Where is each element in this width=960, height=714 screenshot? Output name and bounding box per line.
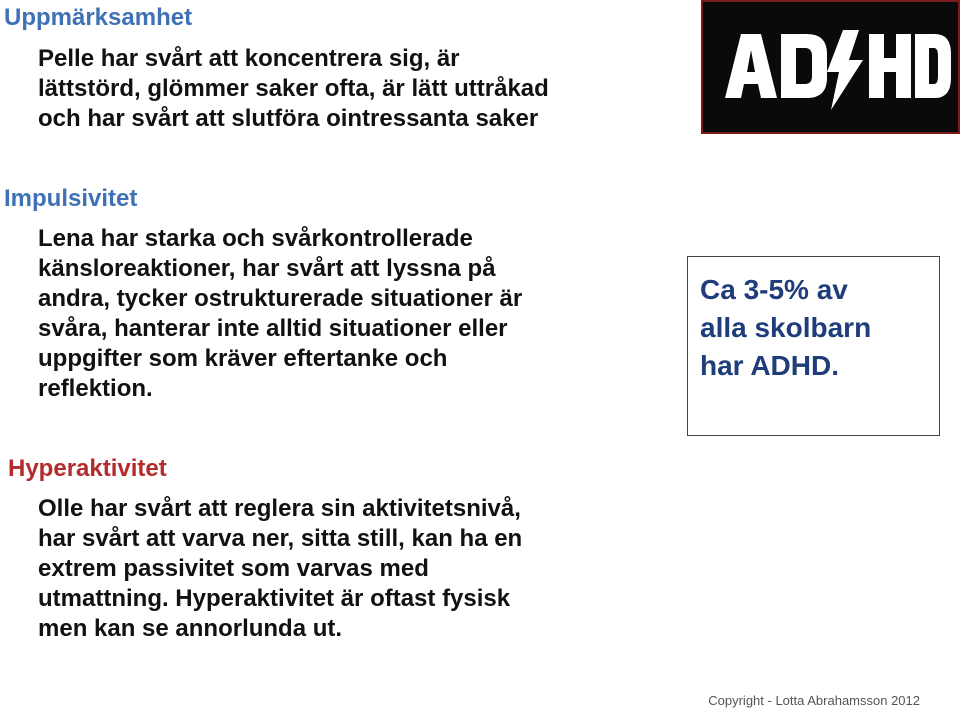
paragraph-line: reflektion. [38,375,153,402]
heading-impulsivitet: Impulsivitet [4,185,138,212]
callout-text [700,271,871,385]
paragraph-line: Lena har starka och svårkontrollerade [38,225,473,252]
paragraph-line: och har svårt att slutföra ointressanta saker [38,105,539,132]
callout-line: alla skolbarn [700,312,872,343]
paragraph-line: känsloreaktioner, har svårt att lyssna på [38,255,496,282]
heading-hyperaktivitet: Hyperaktivitet [8,455,167,482]
paragraph-line: Olle har svårt att reglera sin aktivitetsnivå, [38,495,521,522]
adhd-logo [701,0,960,134]
paragraph-line: andra, tycker ostrukturerade situationer är [38,285,523,312]
paragraph-line: uppgifter som kräver eftertanke och [38,345,448,372]
paragraph-impulsivitet [38,224,522,404]
paragraph-uppmarksamhet [38,44,549,134]
adhd-prevalence-callout [687,256,940,436]
paragraph-line: men kan se annorlunda ut. [38,615,343,642]
copyright-footer: Copyright - Lotta Abrahamsson 2012 [708,693,920,708]
adhd-logo-graphic [703,2,960,136]
paragraph-line: har svårt att varva ner, sitta still, kan ha en [38,525,523,552]
paragraph-line: lättstörd, glömmer saker ofta, är lätt uttråkad [38,75,549,102]
paragraph-line: svåra, hanterar inte alltid situationer eller [38,315,508,342]
paragraph-line: Pelle har svårt att koncentrera sig, är [38,45,460,72]
callout-line: Ca 3-5% av [700,274,848,305]
heading-uppmarksamhet: Uppmärksamhet [4,4,193,31]
paragraph-hyperaktivitet [38,494,522,644]
paragraph-line: extrem passivitet som varvas med [38,555,429,582]
paragraph-line: utmattning. Hyperaktivitet är oftast fysisk [38,585,511,612]
callout-line: har ADHD. [700,350,839,381]
